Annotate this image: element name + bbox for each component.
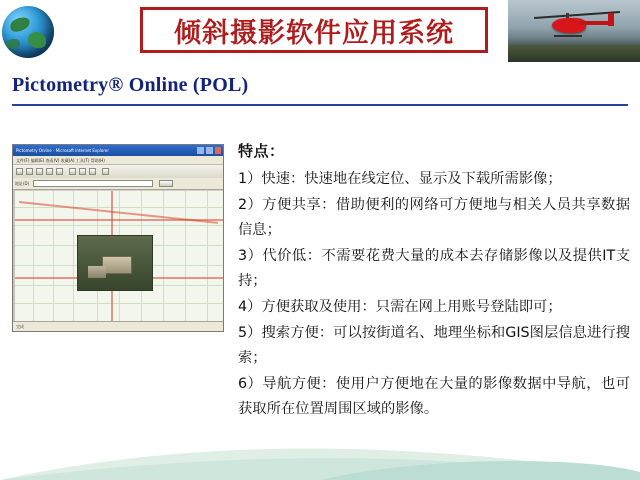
go-button [159, 180, 173, 187]
features-list [238, 167, 630, 422]
screenshot-address-bar [13, 178, 223, 190]
map-gridline [207, 191, 208, 321]
screenshot-menu-items: 文件(F) 编辑(E) 查看(V) 收藏(A) 工具(T) 帮助(H) [16, 158, 105, 163]
page-title: 倾斜摄影软件应用系统 [174, 17, 454, 49]
list-item: 2）方便共享：借助便利的网络可方便地与相关人员共享数据信息； [238, 197, 630, 238]
map-gridline [15, 303, 223, 304]
building-footprint [88, 266, 106, 278]
application-screenshot [12, 144, 224, 332]
map-viewport [15, 191, 223, 321]
title-banner [140, 7, 488, 53]
screenshot-statusbar [13, 321, 223, 331]
building-footprint [102, 256, 132, 274]
map-gridline [53, 191, 54, 321]
helicopter-photo [508, 0, 640, 62]
map-gridline [163, 191, 164, 321]
globe-landmass [6, 39, 20, 49]
window-controls-icon [197, 147, 221, 154]
print-icon [102, 168, 109, 175]
screenshot-window-title: Pictometry Online - Microsoft Internet Explorer [16, 148, 110, 153]
photo-ground [508, 45, 640, 62]
status-text: 完成 [16, 324, 24, 329]
helicopter-fin [608, 13, 614, 26]
map-gridline [33, 191, 34, 321]
list-item: 1）快速：快速地在线定位、显示及下载所需影像； [238, 171, 562, 187]
section-divider [12, 104, 628, 106]
address-input [33, 180, 153, 187]
map-gridline [15, 225, 223, 226]
footer-swoosh-icon [0, 436, 640, 480]
screenshot-menubar [13, 156, 223, 165]
list-item: 5）搜索方便：可以按街道名、地理坐标和GIS图层信息进行搜索； [238, 325, 630, 366]
features-section [238, 140, 630, 423]
stop-icon [36, 168, 43, 175]
oblique-image-inset [77, 235, 153, 291]
back-icon [16, 168, 23, 175]
address-label: 地址(D) [15, 181, 30, 186]
footer-decoration [0, 436, 640, 480]
screenshot-titlebar [13, 145, 223, 156]
helicopter-skid [554, 35, 582, 37]
globe-icon [2, 6, 54, 58]
favorites-icon [79, 168, 86, 175]
screenshot-toolbar [13, 165, 223, 179]
history-icon [89, 168, 96, 175]
globe-landmass [9, 16, 31, 33]
list-item: 3）代价低：不需要花费大量的成本去存储影像以及提供IT支持； [238, 248, 630, 289]
list-item: 6）导航方便：使用户方便地在大量的影像数据中导航，也可获取所在位置周围区域的影像。 [238, 376, 630, 417]
map-gridline [73, 191, 74, 321]
page-header [0, 0, 640, 62]
refresh-icon [46, 168, 53, 175]
home-icon [56, 168, 63, 175]
features-title: 特点： [238, 142, 285, 160]
map-gridline [185, 191, 186, 321]
section-heading: Pictometry® Online (POL) [12, 74, 249, 96]
list-item: 4）方便获取及使用：只需在网上用账号登陆即可； [238, 299, 562, 315]
forward-icon [26, 168, 33, 175]
search-icon [69, 168, 76, 175]
globe-landmass [28, 32, 46, 48]
map-gridline [15, 207, 223, 208]
